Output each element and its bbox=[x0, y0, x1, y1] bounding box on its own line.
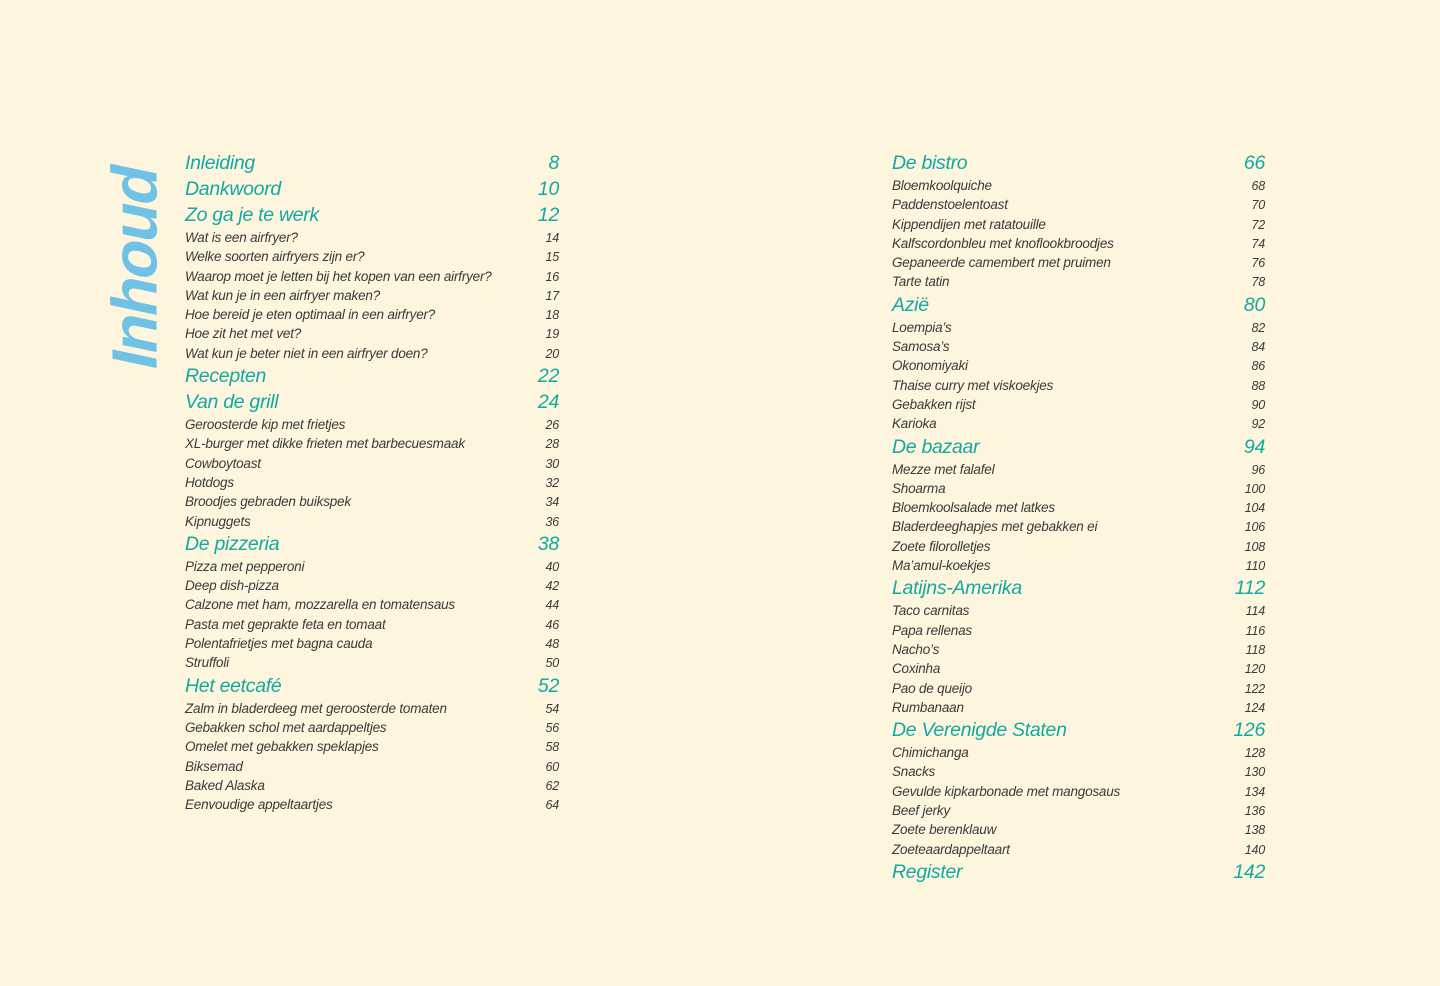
toc-entry-label: Rumbanaan bbox=[892, 699, 964, 715]
toc-entry-page-number: 30 bbox=[545, 456, 559, 471]
toc-entry-label: Calzone met ham, mozzarella en tomatensaus bbox=[185, 597, 455, 613]
toc-entry-page-number: 15 bbox=[545, 250, 559, 265]
toc-entry-label: Chimichanga bbox=[892, 745, 969, 761]
toc-entry-page-number: 17 bbox=[545, 288, 559, 303]
toc-section-entry bbox=[185, 344, 559, 363]
toc-section-entry bbox=[185, 557, 559, 576]
toc-chapter-entry bbox=[185, 389, 559, 415]
toc-section-entry bbox=[185, 757, 559, 776]
toc-chapter-entry bbox=[185, 202, 559, 228]
toc-entry-label: Loempia’s bbox=[892, 319, 952, 335]
toc-chapter-entry bbox=[185, 150, 559, 176]
toc-section-entry bbox=[892, 743, 1265, 762]
toc-section-entry bbox=[892, 337, 1265, 356]
toc-entry-page-number: 136 bbox=[1244, 804, 1265, 819]
toc-entry-page-number: 70 bbox=[1251, 198, 1265, 213]
toc-entry-page-number: 134 bbox=[1244, 784, 1265, 799]
toc-entry-label: Papa rellenas bbox=[892, 622, 972, 638]
toc-section-entry bbox=[185, 795, 559, 814]
toc-section-entry bbox=[892, 640, 1265, 659]
toc-entry-label: Taco carnitas bbox=[892, 603, 970, 619]
toc-entry-label: Wat kun je beter niet in een airfryer doen? bbox=[185, 345, 428, 361]
toc-section-entry bbox=[185, 634, 559, 653]
toc-entry-label: Zoete berenklauw bbox=[892, 822, 997, 838]
toc-entry-page-number: 18 bbox=[545, 308, 559, 323]
toc-section-entry bbox=[185, 512, 559, 531]
toc-section-entry bbox=[185, 228, 559, 247]
toc-entry-label: Het eetcafé bbox=[185, 674, 282, 697]
toc-entry-label: De pizzeria bbox=[185, 532, 280, 555]
toc-entry-label: Karioka bbox=[892, 416, 937, 432]
toc-section-entry bbox=[892, 460, 1265, 479]
toc-entry-label: Latijns-Amerika bbox=[892, 577, 1022, 600]
toc-entry-page-number: 8 bbox=[548, 152, 559, 174]
toc-entry-page-number: 64 bbox=[545, 798, 559, 813]
toc-entry-label: Waarop moet je letten bij het kopen van een airfryer? bbox=[185, 268, 492, 284]
toc-section-entry bbox=[185, 286, 559, 305]
toc-entry-page-number: 142 bbox=[1233, 860, 1265, 883]
toc-entry-page-number: 56 bbox=[545, 720, 559, 735]
toc-entry-label: De bazaar bbox=[892, 435, 980, 458]
toc-entry-label: Gevulde kipkarbonade met mangosaus bbox=[892, 783, 1121, 799]
toc-entry-label: Thaise curry met viskoekjes bbox=[892, 377, 1054, 393]
toc-entry-label: Deep dish-pizza bbox=[185, 578, 279, 594]
toc-entry-page-number: 130 bbox=[1244, 765, 1265, 780]
toc-entry-label: Dankwoord bbox=[185, 178, 281, 200]
toc-entry-page-number: 120 bbox=[1244, 662, 1265, 677]
toc-entry-page-number: 54 bbox=[545, 701, 559, 716]
toc-entry-page-number: 94 bbox=[1243, 435, 1265, 458]
toc-entry-label: Pao de queijo bbox=[892, 680, 972, 696]
toc-entry-label: De bistro bbox=[892, 152, 968, 174]
toc-chapter-entry bbox=[892, 434, 1265, 460]
toc-section-entry bbox=[892, 517, 1265, 536]
toc-entry-page-number: 110 bbox=[1245, 559, 1265, 574]
toc-section-entry bbox=[892, 820, 1265, 839]
toc-entry-page-number: 68 bbox=[1251, 179, 1265, 193]
toc-entry-label: Inleiding bbox=[185, 152, 255, 174]
toc-entry-page-number: 124 bbox=[1244, 700, 1265, 715]
toc-section-entry bbox=[185, 718, 559, 737]
toc-entry-page-number: 28 bbox=[545, 437, 559, 452]
page-title bbox=[99, 156, 171, 378]
toc-section-entry bbox=[185, 434, 559, 453]
toc-chapter-entry bbox=[892, 717, 1265, 743]
toc-entry-page-number: 118 bbox=[1245, 642, 1265, 657]
toc-entry-label: XL-burger met dikke frieten met barbecuesmaak bbox=[185, 436, 465, 452]
toc-chapter-entry bbox=[185, 363, 559, 389]
toc-entry-page-number: 66 bbox=[1243, 152, 1265, 174]
toc-entry-label: Omelet met gebakken speklapjes bbox=[185, 739, 379, 755]
toc-entry-page-number: 20 bbox=[545, 346, 559, 361]
toc-entry-label: Mezze met falafel bbox=[892, 461, 995, 477]
toc-entry-label: Biksemad bbox=[185, 758, 243, 774]
toc-entry-label: Pasta met geprakte feta en tomaat bbox=[185, 616, 386, 632]
toc-entry-label: Struffoli bbox=[185, 655, 229, 671]
toc-section-entry bbox=[892, 679, 1265, 698]
toc-entry-page-number: 80 bbox=[1243, 293, 1265, 316]
toc-entry-page-number: 112 bbox=[1234, 577, 1265, 600]
toc-entry-page-number: 72 bbox=[1251, 217, 1265, 232]
toc-entry-label: Hoe zit het met vet? bbox=[185, 326, 302, 342]
toc-entry-label: Hotdogs bbox=[185, 474, 234, 490]
toc-entry-page-number: 48 bbox=[545, 637, 559, 652]
toc-section-entry bbox=[892, 195, 1265, 214]
toc-entry-label: Polentafrietjes met bagna cauda bbox=[185, 636, 373, 652]
toc-entry-page-number: 106 bbox=[1244, 520, 1265, 535]
toc-entry-label: Eenvoudige appeltaartjes bbox=[185, 797, 333, 813]
toc-entry-page-number: 32 bbox=[545, 475, 559, 490]
toc-entry-label: Bloemkoolsalade met latkes bbox=[892, 500, 1055, 516]
toc-chapter-entry bbox=[892, 575, 1265, 601]
toc-entry-page-number: 92 bbox=[1251, 417, 1265, 432]
toc-section-entry bbox=[892, 840, 1265, 859]
toc-entry-page-number: 60 bbox=[545, 759, 559, 774]
toc-entry-page-number: 12 bbox=[537, 204, 559, 226]
toc-entry-label: Welke soorten airfryers zijn er? bbox=[185, 249, 365, 265]
toc-entry-label: Zoete filorolletjes bbox=[892, 538, 991, 554]
toc-entry-label: Wat kun je in een airfryer maken? bbox=[185, 287, 380, 303]
toc-entry-label: Tarte tatin bbox=[892, 274, 950, 290]
toc-entry-label: Broodjes gebraden buikspek bbox=[185, 494, 351, 510]
toc-entry-page-number: 40 bbox=[545, 559, 559, 574]
toc-entry-page-number: 50 bbox=[545, 656, 559, 671]
toc-chapter-entry bbox=[892, 859, 1265, 885]
toc-entry-page-number: 42 bbox=[545, 579, 559, 594]
toc-entry-page-number: 90 bbox=[1251, 397, 1265, 412]
toc-entry-label: Paddenstoelentoast bbox=[892, 197, 1008, 213]
toc-entry-page-number: 10 bbox=[537, 178, 559, 200]
toc-entry-label: Snacks bbox=[892, 764, 936, 780]
toc-entry-page-number: 38 bbox=[537, 532, 559, 555]
toc-entry-label: Hoe bereid je eten optimaal in een airfryer? bbox=[185, 307, 436, 323]
toc-left-column bbox=[185, 150, 559, 814]
toc-chapter-entry bbox=[185, 176, 559, 202]
toc-entry-page-number: 16 bbox=[545, 269, 559, 284]
toc-entry-label: Gepaneerde camembert met pruimen bbox=[892, 255, 1111, 271]
toc-right-column bbox=[892, 150, 1265, 885]
toc-entry-page-number: 24 bbox=[537, 391, 559, 414]
toc-entry-page-number: 26 bbox=[545, 418, 559, 433]
toc-entry-page-number: 88 bbox=[1251, 378, 1265, 393]
toc-section-entry bbox=[892, 556, 1265, 575]
toc-section-entry bbox=[892, 395, 1265, 414]
toc-section-entry bbox=[185, 473, 559, 492]
toc-section-entry bbox=[185, 324, 559, 343]
toc-section-entry bbox=[185, 699, 559, 718]
toc-entry-page-number: 76 bbox=[1251, 256, 1265, 271]
toc-entry-label: Coxinha bbox=[892, 661, 941, 677]
toc-section-entry bbox=[892, 601, 1265, 620]
toc-entry-label: Kalfscordonbleu met knoflookbroodjes bbox=[892, 235, 1114, 251]
toc-entry-label: Ma’amul-koekjes bbox=[892, 558, 991, 574]
toc-entry-page-number: 140 bbox=[1244, 842, 1265, 857]
toc-entry-label: Wat is een airfryer? bbox=[185, 230, 298, 245]
toc-entry-label: Samosa’s bbox=[892, 339, 950, 355]
toc-chapter-entry bbox=[185, 531, 559, 557]
toc-entry-page-number: 22 bbox=[537, 365, 559, 388]
toc-entry-page-number: 114 bbox=[1245, 604, 1265, 619]
toc-entry-label: Shoarma bbox=[892, 480, 946, 496]
toc-entry-label: Geroosterde kip met frietjes bbox=[185, 417, 346, 433]
toc-section-entry bbox=[185, 305, 559, 324]
toc-section-entry bbox=[185, 454, 559, 473]
toc-section-entry bbox=[892, 801, 1265, 820]
toc-entry-label: Gebakken rijst bbox=[892, 396, 976, 412]
toc-entry-page-number: 62 bbox=[545, 778, 559, 793]
toc-section-entry bbox=[892, 782, 1265, 801]
toc-entry-label: Pizza met pepperoni bbox=[185, 558, 305, 574]
toc-entry-page-number: 96 bbox=[1251, 462, 1265, 477]
toc-entry-page-number: 14 bbox=[545, 231, 559, 245]
toc-chapter-entry bbox=[892, 150, 1265, 176]
toc-section-entry bbox=[185, 576, 559, 595]
toc-entry-page-number: 82 bbox=[1251, 320, 1265, 335]
toc-section-entry bbox=[892, 253, 1265, 272]
toc-chapter-entry bbox=[185, 673, 559, 699]
toc-section-entry bbox=[892, 479, 1265, 498]
toc-section-entry bbox=[892, 621, 1265, 640]
toc-section-entry bbox=[185, 415, 559, 434]
toc-section-entry bbox=[185, 615, 559, 634]
toc-section-entry bbox=[185, 653, 559, 672]
toc-entry-label: Register bbox=[892, 860, 963, 883]
toc-entry-page-number: 34 bbox=[545, 495, 559, 510]
page-title-text: Inhoud bbox=[99, 158, 171, 376]
toc-entry-label: Okonomiyaki bbox=[892, 358, 968, 374]
toc-entry-page-number: 128 bbox=[1244, 746, 1265, 761]
toc-entry-label: Beef jerky bbox=[892, 803, 951, 819]
toc-entry-page-number: 108 bbox=[1244, 539, 1265, 554]
toc-entry-label: Zo ga je te werk bbox=[185, 204, 319, 226]
toc-section-entry bbox=[892, 762, 1265, 781]
toc-entry-label: Gebakken schol met aardappeltjes bbox=[185, 719, 387, 735]
toc-entry-label: Zalm in bladerdeeg met geroosterde tomaten bbox=[185, 700, 447, 716]
toc-section-entry bbox=[185, 737, 559, 756]
toc-entry-page-number: 100 bbox=[1244, 481, 1265, 496]
toc-section-entry bbox=[185, 492, 559, 511]
toc-entry-page-number: 78 bbox=[1251, 275, 1265, 290]
toc-entry-label: Zoeteaardappeltaart bbox=[892, 841, 1010, 857]
toc-entry-page-number: 19 bbox=[545, 327, 559, 342]
toc-entry-page-number: 52 bbox=[537, 674, 559, 697]
toc-entry-label: Bloemkoolquiche bbox=[892, 178, 992, 193]
toc-entry-page-number: 44 bbox=[545, 598, 559, 613]
toc-section-entry bbox=[185, 776, 559, 795]
toc-section-entry bbox=[892, 318, 1265, 337]
toc-chapter-entry bbox=[892, 292, 1265, 318]
toc-entry-label: Nacho’s bbox=[892, 641, 940, 657]
toc-section-entry bbox=[892, 659, 1265, 678]
toc-entry-page-number: 58 bbox=[545, 740, 559, 755]
toc-entry-label: Kippendijen met ratatouille bbox=[892, 216, 1046, 232]
toc-section-entry bbox=[892, 176, 1265, 195]
toc-entry-label: Baked Alaska bbox=[185, 777, 265, 793]
toc-entry-page-number: 84 bbox=[1251, 340, 1265, 355]
toc-section-entry bbox=[892, 376, 1265, 395]
toc-section-entry bbox=[892, 537, 1265, 556]
toc-entry-label: Azië bbox=[892, 293, 929, 316]
toc-section-entry bbox=[892, 498, 1265, 517]
toc-section-entry bbox=[892, 356, 1265, 375]
toc-section-entry bbox=[892, 414, 1265, 433]
toc-entry-page-number: 122 bbox=[1244, 681, 1265, 696]
toc-entry-label: Bladerdeeghapjes met gebakken ei bbox=[892, 519, 1098, 535]
toc-section-entry bbox=[892, 272, 1265, 291]
toc-entry-page-number: 46 bbox=[545, 617, 559, 632]
toc-entry-page-number: 116 bbox=[1245, 623, 1265, 638]
toc-entry-page-number: 36 bbox=[545, 514, 559, 529]
toc-section-entry bbox=[185, 267, 559, 286]
toc-section-entry bbox=[892, 698, 1265, 717]
toc-entry-label: De Verenigde Staten bbox=[892, 719, 1067, 742]
toc-section-entry bbox=[892, 234, 1265, 253]
toc-entry-label: Van de grill bbox=[185, 391, 279, 414]
toc-section-entry bbox=[892, 215, 1265, 234]
toc-entry-label: Recepten bbox=[185, 365, 267, 388]
toc-entry-label: Cowboytoast bbox=[185, 455, 261, 471]
toc-entry-label: Kipnuggets bbox=[185, 513, 251, 529]
toc-section-entry bbox=[185, 247, 559, 266]
toc-entry-page-number: 74 bbox=[1251, 236, 1265, 251]
toc-entry-page-number: 138 bbox=[1244, 823, 1265, 838]
toc-entry-page-number: 104 bbox=[1244, 501, 1265, 516]
toc-section-entry bbox=[185, 595, 559, 614]
toc-entry-page-number: 86 bbox=[1251, 359, 1265, 374]
toc-entry-page-number: 126 bbox=[1233, 719, 1265, 742]
